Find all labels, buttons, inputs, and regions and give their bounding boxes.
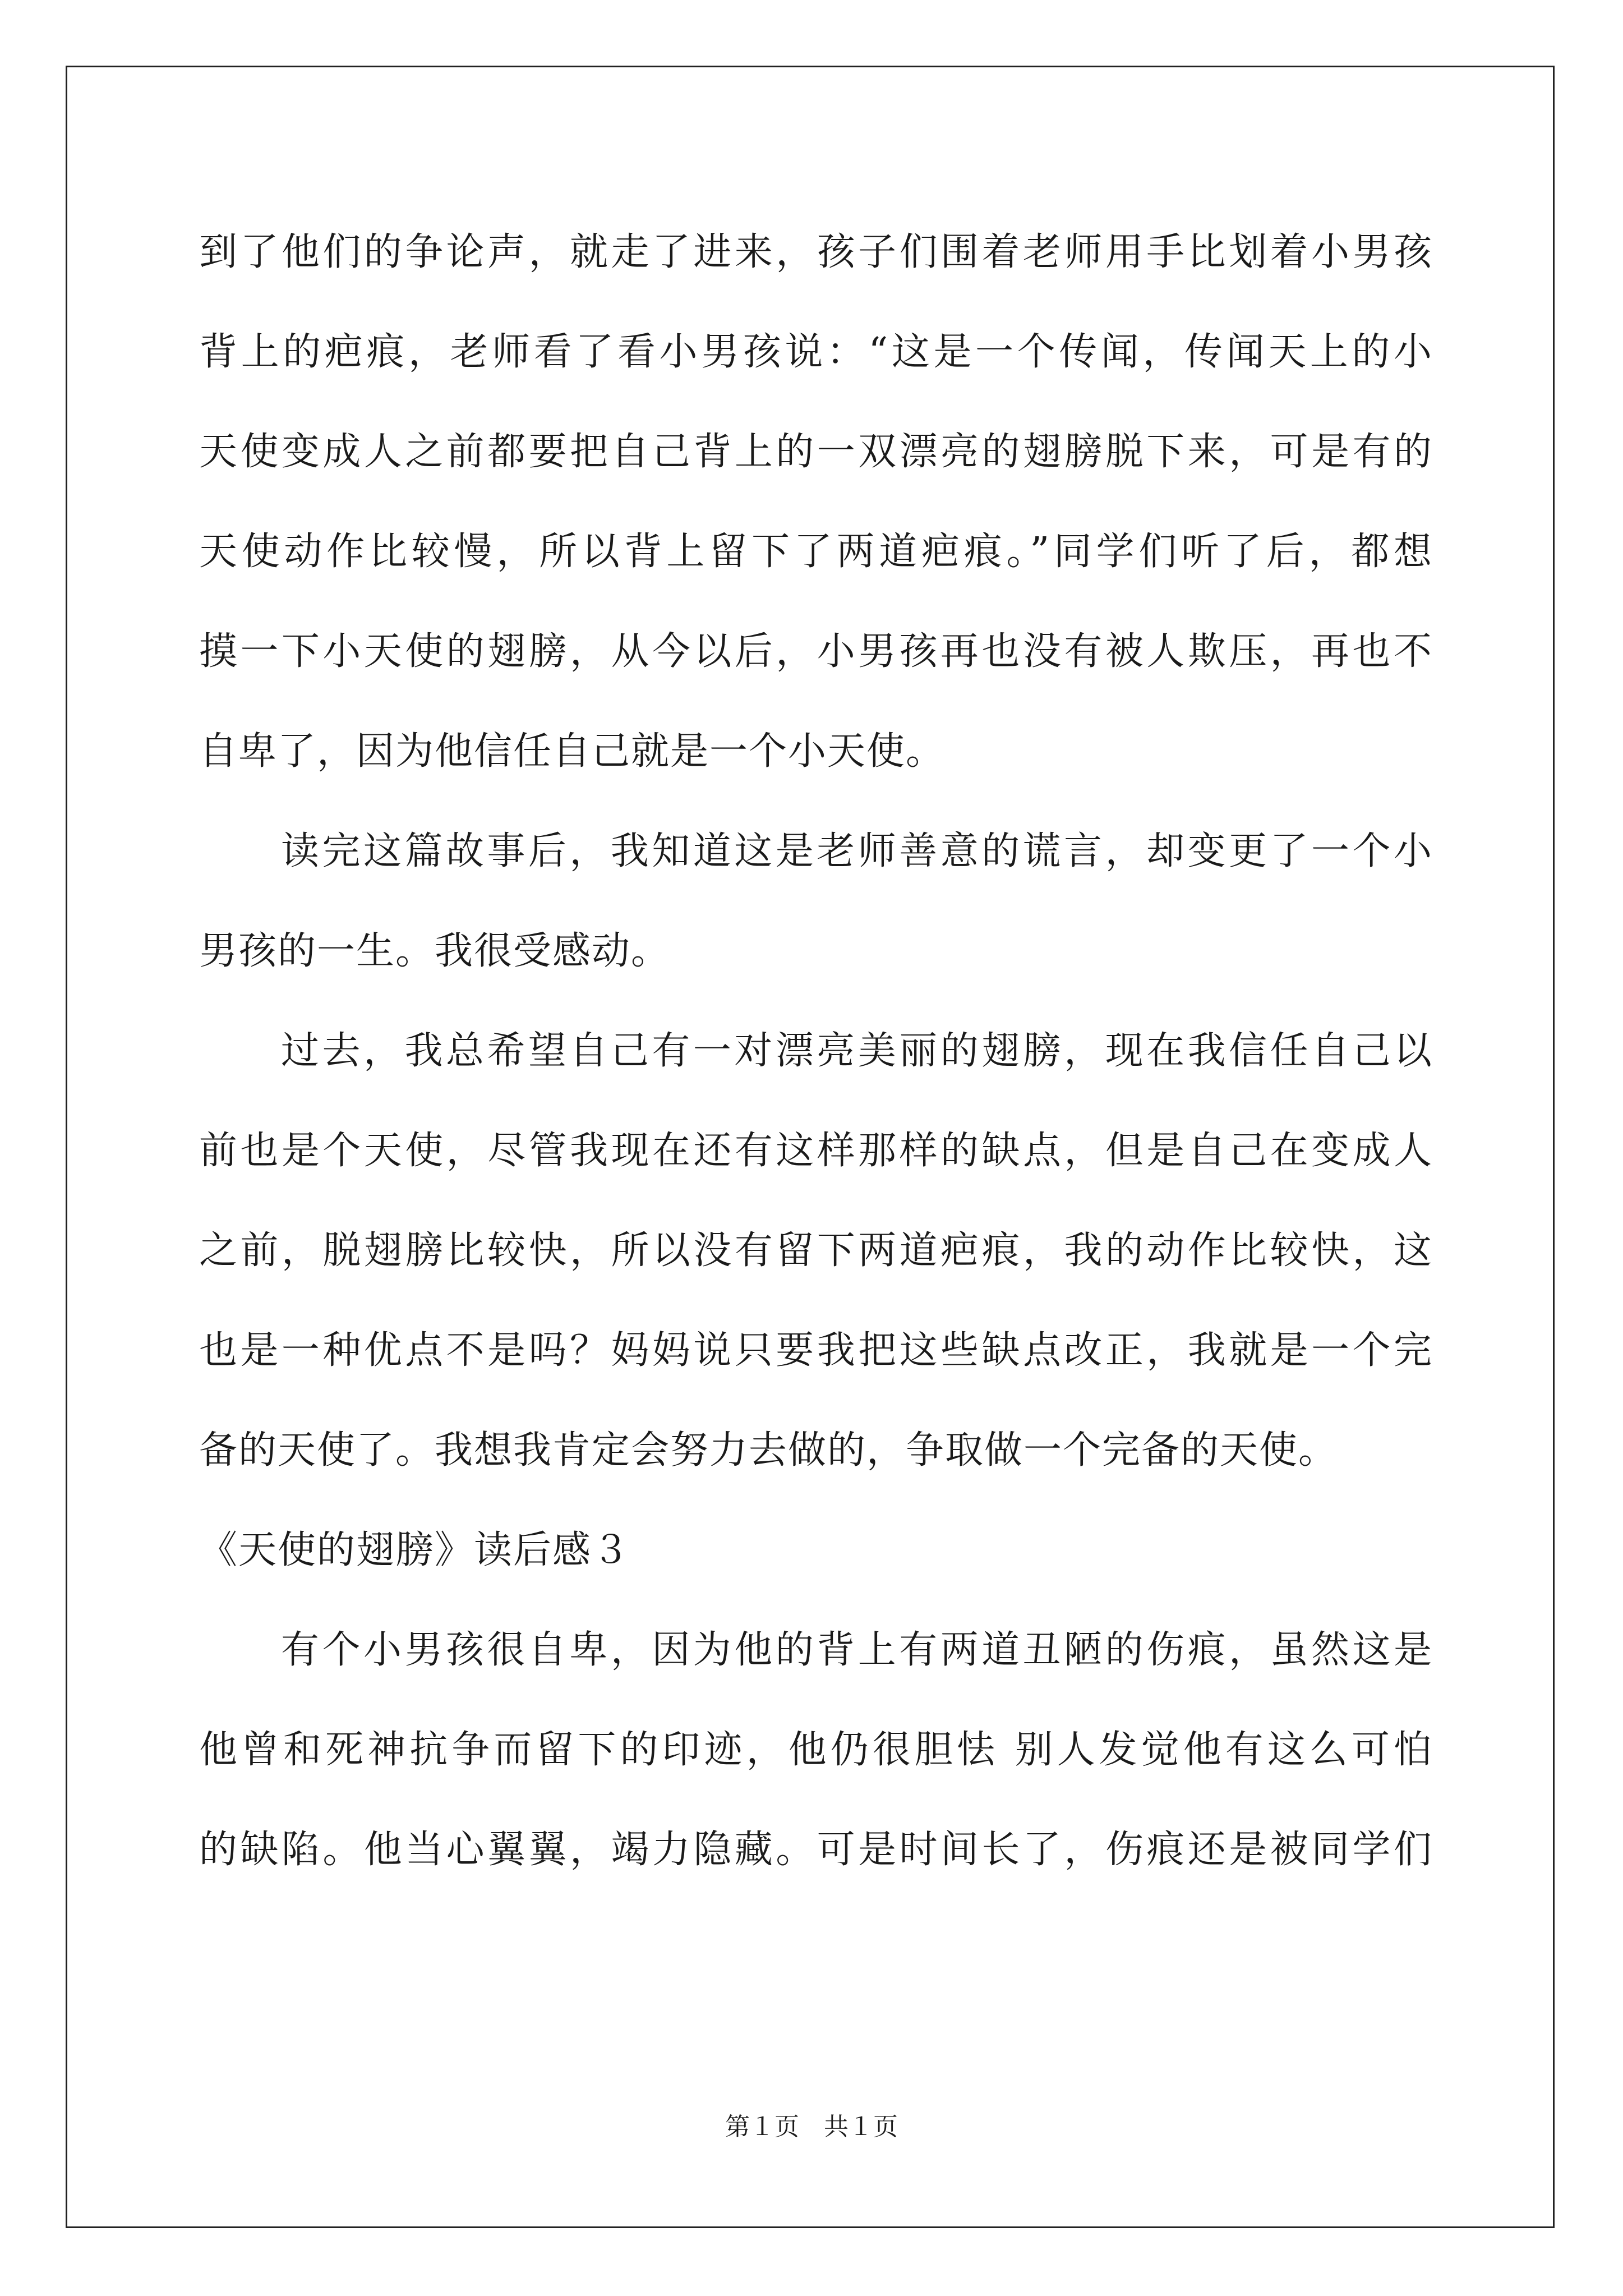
text-line: 男孩的一生。我很受感动。: [199, 929, 671, 973]
text-line: 读完这篇故事后，我知道这是老师善意的谎言，却变更了一个小: [281, 829, 1433, 873]
text-line: 他曾和死神抗争而留下的印迹，他仍很胆怯 别人发觉他有这么可怕: [199, 1728, 1433, 1772]
section-heading: 《天使的翅膀》读后感３: [199, 1528, 631, 1572]
text-line: 天使变成人之前都要把自己背上的一双漂亮的翅膀脱下来，可是有的: [199, 430, 1433, 474]
text-line: 也是一种优点不是吗？妈妈说只要我把这些缺点改正，我就是一个完: [199, 1328, 1433, 1373]
text-line: 摸一下小天使的翅膀，从今以后，小男孩再也没有被人欺压，再也不: [199, 629, 1433, 674]
text-line: 过去，我总希望自己有一对漂亮美丽的翅膀，现在我信任自己以: [281, 1029, 1433, 1073]
text-line: 天使动作比较慢，所以背上留下了两道疤痕。”同学们听了后，都想: [199, 530, 1433, 574]
text-line: 备的天使了。我想我肯定会努力去做的，争取做一个完备的天使。: [199, 1428, 1338, 1473]
text-line: 有个小男孩很自卑，因为他的背上有两道丑陋的伤痕，虽然这是: [281, 1628, 1433, 1672]
text-line: 前也是个天使，尽管我现在还有这样那样的缺点，但是自己在变成人: [199, 1129, 1433, 1173]
text-line: 自卑了，因为他信任自己就是一个小天使。: [199, 729, 946, 774]
page-number: 第１页 共１页: [725, 2113, 898, 2141]
text-line: 的缺陷。他当心翼翼，竭力隐藏。可是时间长了，伤痕还是被同学们: [199, 1828, 1433, 1872]
text-line: 背上的疤痕，老师看了看小男孩说：“这是一个传闻，传闻天上的小: [199, 330, 1433, 374]
text-line: 到了他们的争论声，就走了进来，孩子们围着老师用手比划着小男孩: [199, 230, 1433, 274]
text-line: 之前，脱翅膀比较快，所以没有留下两道疤痕，我的动作比较快，这: [199, 1228, 1433, 1273]
document-body: [199, 219, 1433, 1916]
